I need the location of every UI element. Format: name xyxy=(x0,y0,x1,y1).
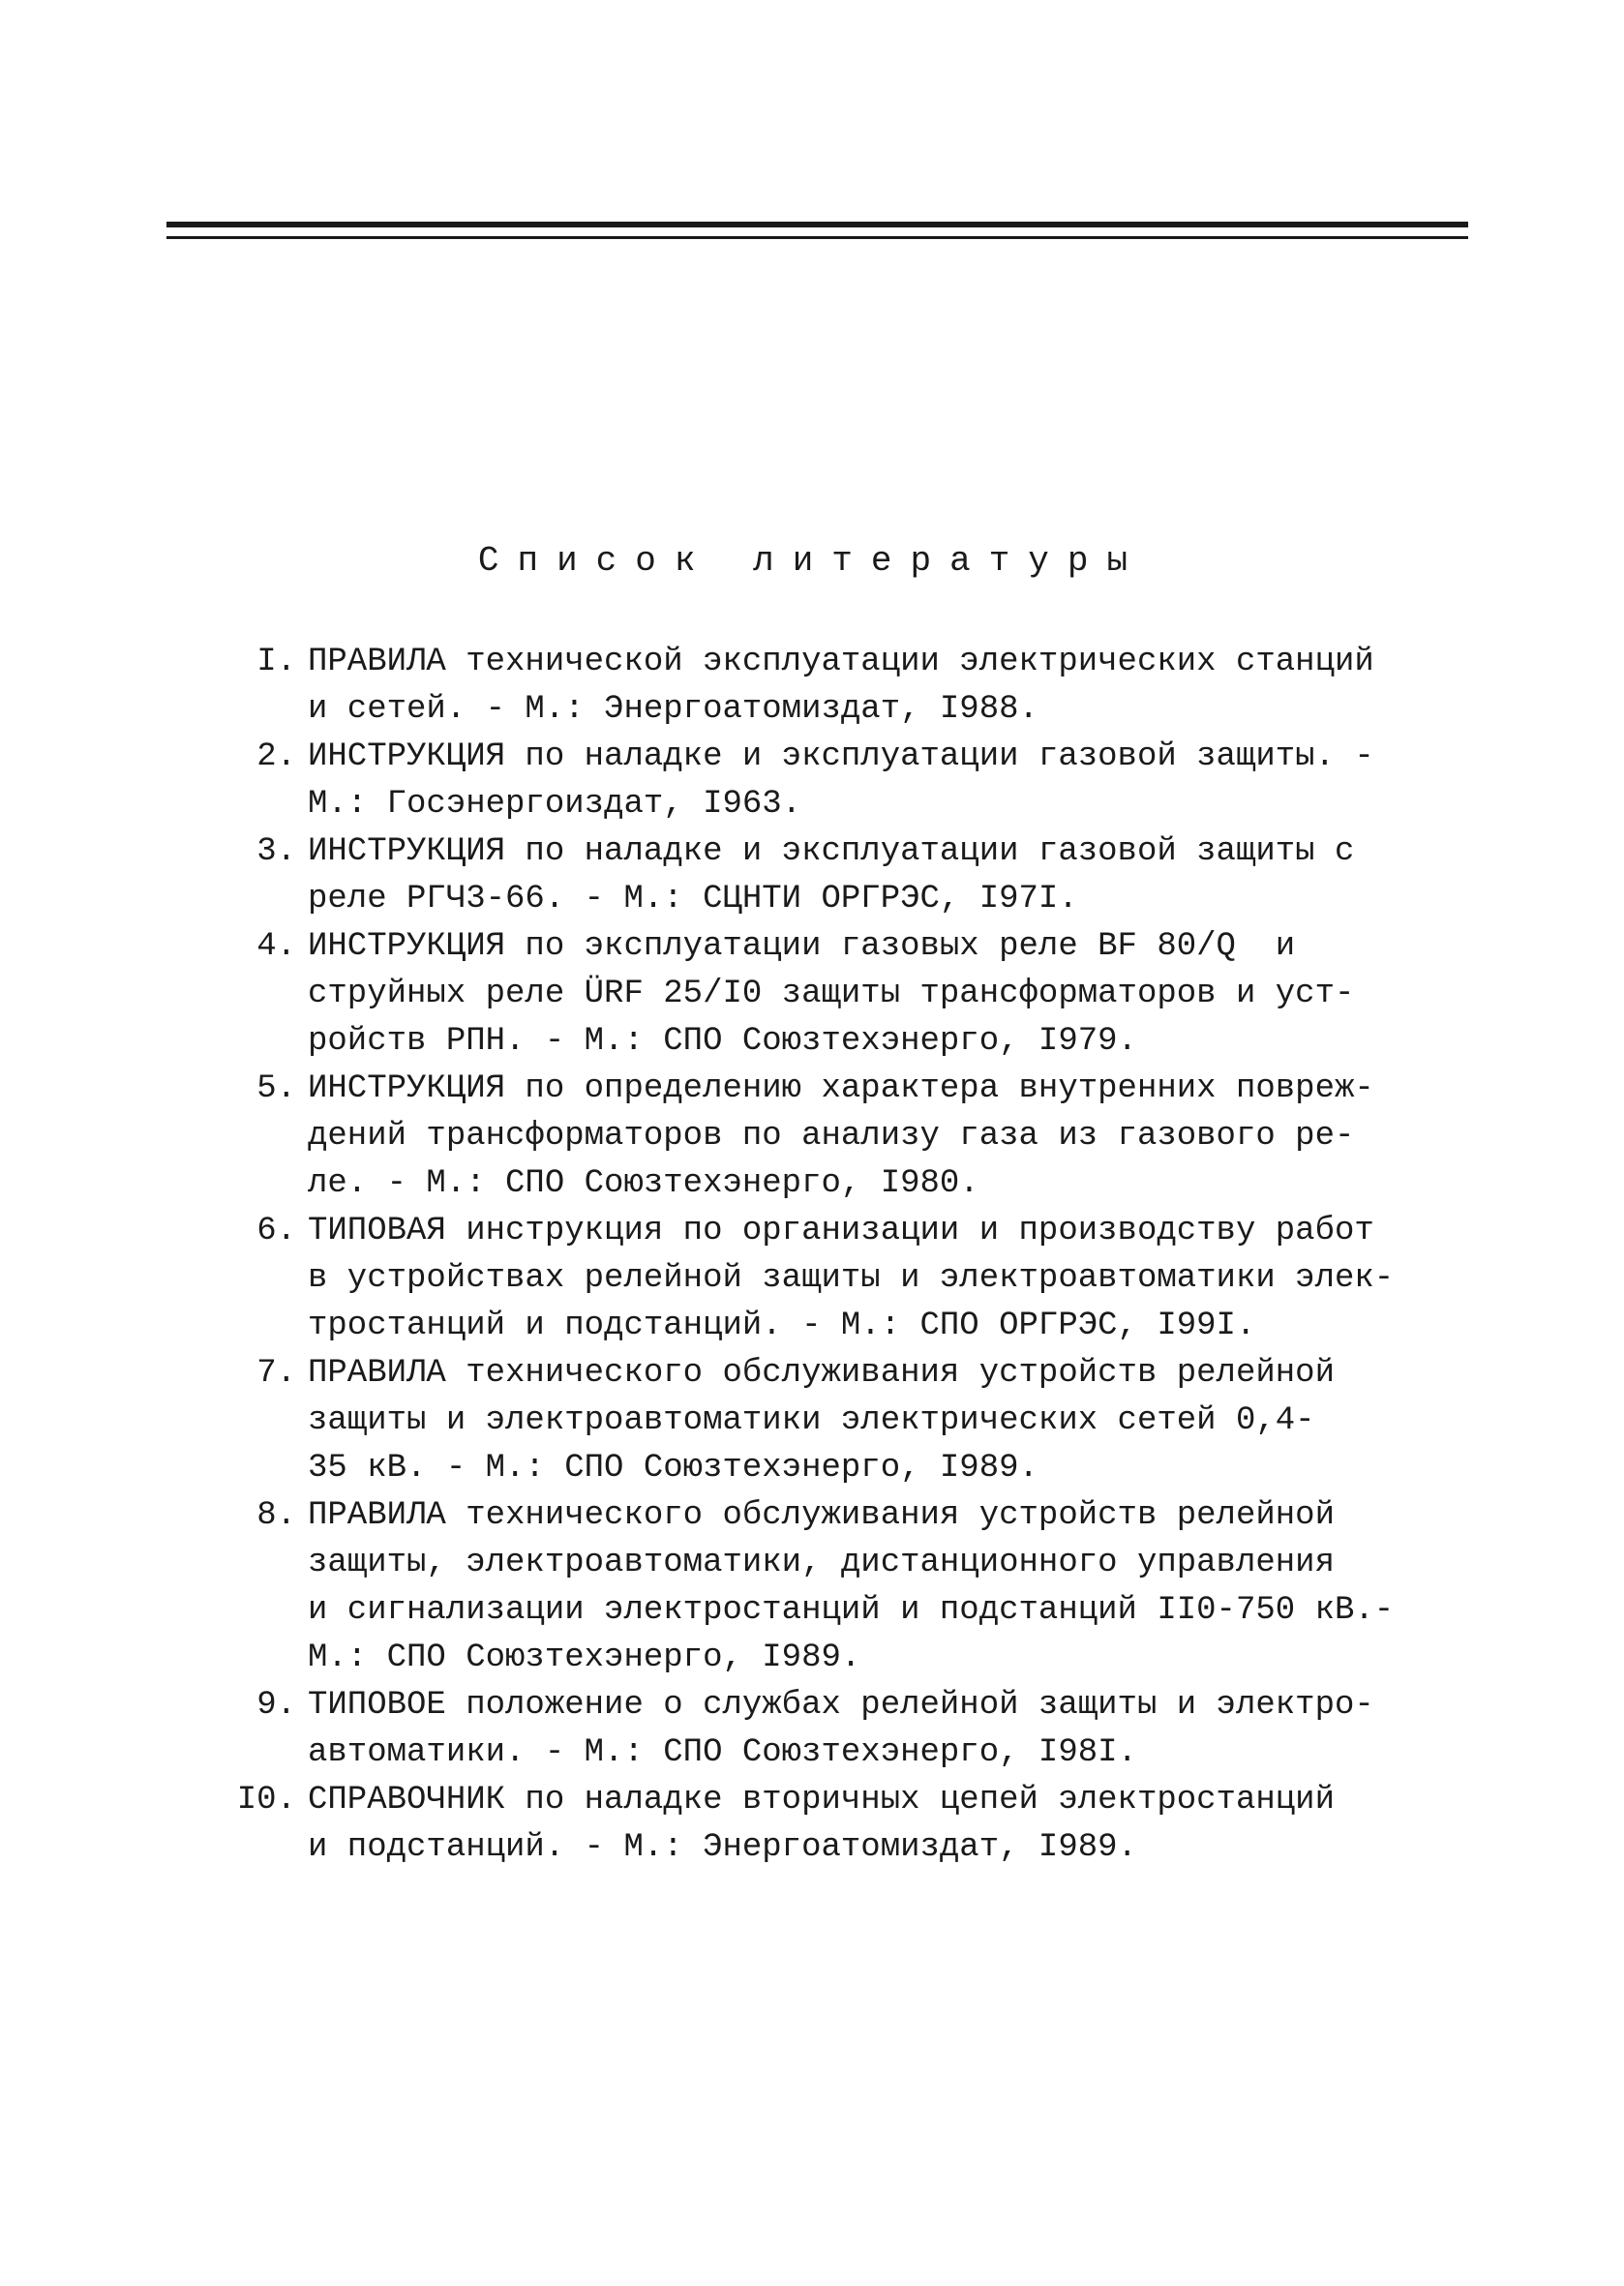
reference-line: М.: Госэнергоиздат, I963. xyxy=(308,786,802,823)
reference-text xyxy=(308,1208,1394,1350)
reference-item xyxy=(223,1682,1432,1777)
reference-text xyxy=(308,1682,1374,1777)
reference-number: 9. xyxy=(256,1687,296,1724)
reference-number: 2. xyxy=(256,738,296,775)
reference-item xyxy=(223,1492,1432,1682)
reference-number: 6. xyxy=(256,1213,296,1249)
reference-line: ИНСТРУКЦИЯ по эксплуатации газовых реле BF 80/Q и xyxy=(308,928,1296,965)
reference-item xyxy=(223,1350,1432,1492)
reference-line: ИНСТРУКЦИЯ по определению характера внутренних повреж- xyxy=(308,1070,1374,1107)
reference-list xyxy=(223,639,1432,1872)
reference-line: ТИПОВАЯ инструкция по организации и производству работ xyxy=(308,1213,1374,1249)
reference-line: и сигнализации электростанций и подстанций II0-750 кВ.- xyxy=(308,1592,1395,1629)
reference-text xyxy=(308,923,1354,1066)
reference-item xyxy=(223,1066,1432,1208)
reference-number: 5. xyxy=(256,1070,296,1107)
reference-line: 35 кВ. - М.: СПО Союзтехэнерго, I989. xyxy=(308,1450,1038,1487)
reference-line: ТИПОВОЕ положение о службах релейной защиты и электро- xyxy=(308,1687,1374,1724)
reference-line: и сетей. - М.: Энергоатомиздат, I988. xyxy=(308,691,1038,728)
reference-line: ИНСТРУКЦИЯ по наладке и эксплуатации газовой защиты с xyxy=(308,833,1355,870)
reference-line: тростанций и подстанций. - М.: СПО ОРГРЭС, I99I. xyxy=(308,1308,1256,1344)
reference-line: защиты, электроавтоматики, дистанционного управления xyxy=(308,1545,1335,1581)
reference-line: ИНСТРУКЦИЯ по наладке и эксплуатации газовой защиты. - xyxy=(308,738,1374,775)
reference-item xyxy=(223,734,1432,828)
reference-text xyxy=(308,828,1354,923)
reference-line: М.: СПО Союзтехэнерго, I989. xyxy=(308,1639,861,1676)
reference-number: I. xyxy=(256,644,296,680)
reference-number: 8. xyxy=(256,1497,296,1534)
reference-line: в устройствах релейной защиты и электроавтоматики элек- xyxy=(308,1260,1395,1297)
header-rule-thin xyxy=(166,236,1468,239)
reference-line: и подстанций. - М.: Энергоатомиздат, I989. xyxy=(308,1829,1137,1866)
reference-text xyxy=(308,1492,1394,1682)
reference-line: защиты и электроавтоматики электрических сетей 0,4- xyxy=(308,1402,1315,1439)
reference-item xyxy=(223,1208,1432,1350)
reference-number: I0. xyxy=(236,1782,296,1819)
reference-item xyxy=(223,639,1432,734)
reference-text xyxy=(308,1066,1374,1208)
reference-line: ПРАВИЛА технической эксплуатации электрических станций xyxy=(308,644,1374,680)
reference-text xyxy=(308,1350,1335,1492)
reference-text xyxy=(308,1777,1335,1872)
reference-item xyxy=(223,828,1432,923)
reference-line: дений трансформаторов по анализу газа из газового ре- xyxy=(308,1118,1355,1155)
reference-number: 3. xyxy=(256,833,296,870)
reference-text xyxy=(308,639,1374,734)
reference-line: автоматики. - М.: СПО Союзтехэнерго, I98I. xyxy=(308,1734,1137,1771)
reference-line: струйных реле ÜRF 25/I0 защиты трансформаторов и уст- xyxy=(308,976,1355,1012)
reference-line: ройств РПН. - М.: СПО Союзтехэнерго, I979. xyxy=(308,1023,1137,1060)
reference-line: ПРАВИЛА технического обслуживания устройств релейной xyxy=(308,1355,1335,1392)
page-title: Список литературы xyxy=(477,541,1147,581)
reference-line: реле РГЧ3-66. - М.: СЦНТИ ОРГРЭС, I97I. xyxy=(308,881,1078,917)
reference-line: СПРАВОЧНИК по наладке вторичных цепей электростанций xyxy=(308,1782,1335,1819)
reference-number: 7. xyxy=(256,1355,296,1392)
header-rule-thick xyxy=(166,222,1468,227)
reference-line: ле. - М.: СПО Союзтехэнерго, I980. xyxy=(308,1165,979,1202)
reference-item xyxy=(223,1777,1432,1872)
reference-text xyxy=(308,734,1374,828)
reference-number: 4. xyxy=(256,928,296,965)
reference-line: ПРАВИЛА технического обслуживания устройств релейной xyxy=(308,1497,1335,1534)
reference-item xyxy=(223,923,1432,1066)
